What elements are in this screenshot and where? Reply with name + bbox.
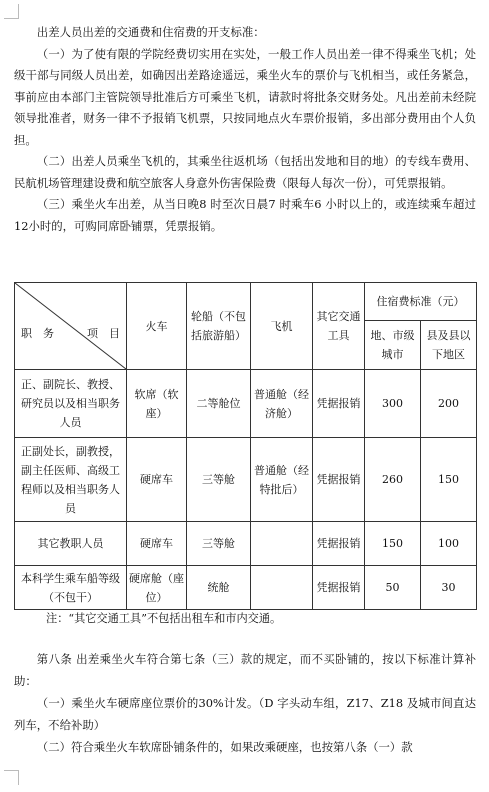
- header-item: 项 目: [87, 327, 120, 340]
- cell-train: 硬席车: [127, 522, 187, 566]
- cell-other: 凭据报销: [313, 438, 365, 522]
- corner-mark-top: [4, 4, 19, 19]
- header-train: 火车: [127, 283, 187, 370]
- article-8-heading: 第八条 出差乘坐火车符合第七条（三）款的规定，而不买卧铺的，按以下标准计算补助：: [14, 652, 476, 688]
- cell-city: 150: [365, 522, 421, 566]
- header-ship: 轮船（不包括旅游船）: [187, 283, 251, 370]
- cell-plane: [251, 566, 313, 610]
- header-other-transport: 其它交通工具: [313, 283, 365, 370]
- section-heading: 出差人员出差的交通费和住宿费的开支标准：: [36, 25, 265, 39]
- table-row: [15, 438, 477, 522]
- paragraph-2: （二）出差人员乘坐飞机的，其乘坐往返机场（包括出发地和目的地）的专线车费用、民航机场管理建设费和航空旅客人身意外伤害保险费（限每人每次一份），可凭票报销。: [14, 154, 476, 190]
- corner-mark-bottom: [4, 770, 19, 785]
- cell-position: 本科学生乘车船等级（不包干）: [15, 566, 127, 610]
- cell-plane: [251, 522, 313, 566]
- header-position: 职 务: [21, 327, 54, 340]
- cell-county: 150: [421, 438, 477, 522]
- paragraph-1: （一）为了使有限的学院经费切实用在实处，一般工作人员出差一律不得乘坐飞机；处级干部与同级人员出差，如确因出差路途遥远，乘坐火车的票价与飞机相当，或任务紧急，事前应由本部门主管院领导批准后方可乘坐飞机，请款时将批条交财务处。凡出差前未经院领导批准者，财务一律不予报销飞机票，只按同地点火车票价报销，多出部分费用由个人负担。: [14, 46, 476, 147]
- cell-county: 100: [421, 522, 477, 566]
- cell-city: 300: [365, 370, 421, 438]
- cell-ship: 二等舱位: [187, 370, 251, 438]
- cell-ship: 三等舱: [187, 522, 251, 566]
- header-lodging: 住宿费标准（元）: [365, 283, 477, 321]
- article-8-block: [14, 648, 476, 758]
- table-row: [15, 370, 477, 438]
- cell-ship: 三等舱: [187, 438, 251, 522]
- cell-county: 200: [421, 370, 477, 438]
- cell-position: 其它教职人员: [15, 522, 127, 566]
- cell-other: 凭据报销: [313, 370, 365, 438]
- cell-train: 硬席舱（座位）: [127, 566, 187, 610]
- header-county: 县及县以下地区: [421, 321, 477, 370]
- cell-position: 正、副院长、教授、研究员以及相当职务人员: [15, 370, 127, 438]
- cell-other: 凭据报销: [313, 566, 365, 610]
- header-city: 地、市级城市: [365, 321, 421, 370]
- table-row: [15, 566, 477, 610]
- table-row: [15, 522, 477, 566]
- cell-train: 硬席车: [127, 438, 187, 522]
- cell-county: 30: [421, 566, 477, 610]
- cell-ship: 统舱: [187, 566, 251, 610]
- cell-city: 260: [365, 438, 421, 522]
- header-plane: 飞机: [251, 283, 313, 370]
- cell-train: 软席（软座）: [127, 370, 187, 438]
- table-note: 注：“其它交通工具”不包括出租车和市内交通。: [46, 612, 282, 625]
- cell-plane: 普通舱（经济舱）: [251, 370, 313, 438]
- cell-other: 凭据报销: [313, 522, 365, 566]
- article-8-item-2: （二）符合乘坐火车软席卧铺条件的，如果改乘硬座，也按第八条（一）款: [36, 740, 413, 754]
- diagonal-header-cell: [15, 283, 127, 370]
- paragraph-3: （三）乘坐火车出差，从当日晚8 时至次日晨7 时乘车6 小时以上的，或连续乘车超过12小时的，可购同席卧铺票，凭票报销。: [14, 197, 476, 233]
- intro-block: [14, 22, 476, 237]
- cell-city: 50: [365, 566, 421, 610]
- cell-plane: 普通舱（经特批后）: [251, 438, 313, 522]
- expense-standard-table: [14, 282, 477, 610]
- cell-position: 正副处长，副教授，副主任医师、高级工程师以及相当职务人员: [15, 438, 127, 522]
- article-8-item-1: （一）乘坐火车硬席座位票价的30%计发。（D 字头动车组，Z17、Z18 及城市间直达列车，不给补助）: [14, 696, 476, 732]
